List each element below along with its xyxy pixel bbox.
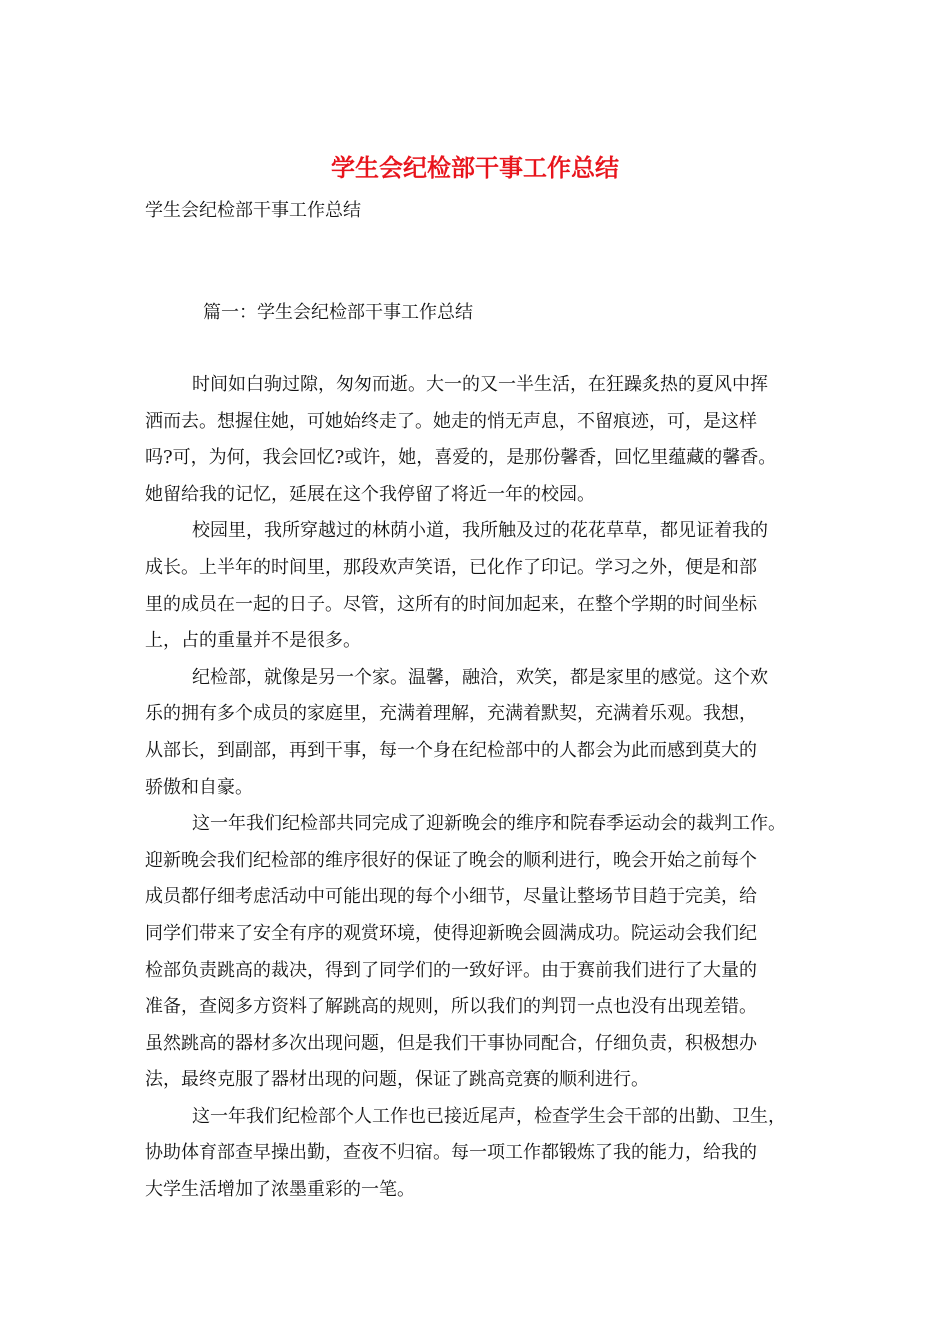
- paragraph-line: 同学们带来了安全有序的观赏环境，使得迎新晚会圆满成功。院运动会我们纪: [145, 922, 757, 944]
- paragraph-line: 成员都仔细考虑活动中可能出现的每个小细节，尽量让整场节目趋于完美，给: [145, 886, 757, 908]
- paragraph-line: 她留给我的记忆，延展在这个我停留了将近一年的校园。: [145, 483, 595, 505]
- paragraph-1: [145, 367, 835, 513]
- paragraph-line: 从部长，到副部，再到干事，每一个身在纪检部中的人都会为此而感到莫大的: [145, 739, 757, 761]
- document-title: 学生会纪检部干事工作总结: [331, 153, 619, 182]
- paragraph-line: 准备，查阅多方资料了解跳高的规则，所以我们的判罚一点也没有出现差错。: [145, 996, 757, 1018]
- paragraph-line: 这一年我们纪检部个人工作也已接近尾声，检查学生会干部的出勤、卫生，: [192, 1105, 786, 1127]
- paragraph-line: 里的成员在一起的日子。尽管，这所有的时间加起来，在整个学期的时间坐标: [145, 593, 757, 615]
- paragraph-line: 检部负责跳高的裁决，得到了同学们的一致好评。由于赛前我们进行了大量的: [145, 959, 757, 981]
- paragraph-line: 洒而去。想握住她，可她始终走了。她走的悄无声息，不留痕迹，可，是这样: [145, 410, 757, 432]
- paragraph-5: [145, 1099, 835, 1209]
- paragraph-line: 协助体育部查早操出勤，查夜不归宿。每一项工作都锻炼了我的能力，给我的: [145, 1142, 757, 1164]
- paragraph-line: 成长。上半年的时间里，那段欢声笑语，已化作了印记。学习之外，便是和部: [145, 556, 757, 578]
- paragraph-3: [145, 660, 835, 806]
- paragraph-line: 骄傲和自豪。: [145, 776, 253, 798]
- document-subtitle: 学生会纪检部干事工作总结: [145, 200, 361, 221]
- paragraph-4: [145, 806, 835, 1099]
- paragraph-line: 虽然跳高的器材多次出现问题，但是我们干事协同配合，仔细负责，积极想办: [145, 1032, 757, 1054]
- paragraph-line: 校园里，我所穿越过的林荫小道，我所触及过的花花草草，都见证着我的: [192, 520, 768, 542]
- body-text: [145, 367, 835, 1209]
- paragraph-line: 大学生活增加了浓墨重彩的一笔。: [145, 1179, 415, 1201]
- paragraph-line: 时间如白驹过隙，匆匆而逝。大一的又一半生活，在狂躁炙热的夏风中挥: [192, 374, 768, 395]
- section-heading: 篇一：学生会纪检部干事工作总结: [203, 302, 473, 323]
- paragraph-line: 这一年我们纪检部共同完成了迎新晚会的维序和院春季运动会的裁判工作。: [192, 813, 786, 835]
- paragraph-2: [145, 513, 835, 659]
- paragraph-line: 迎新晚会我们纪检部的维序很好的保证了晚会的顺利进行，晚会开始之前每个: [145, 849, 757, 871]
- paragraph-line: 吗?可，为何，我会回忆?或许，她，喜爱的，是那份馨香，回忆里蕴藏的馨香。: [145, 447, 777, 469]
- paragraph-line: 法，最终克服了器材出现的问题，保证了跳高竞赛的顺利进行。: [145, 1069, 649, 1091]
- paragraph-line: 上，占的重量并不是很多。: [145, 630, 361, 652]
- paragraph-line: 乐的拥有多个成员的家庭里，充满着理解，充满着默契，充满着乐观。我想，: [145, 703, 757, 725]
- paragraph-line: 纪检部，就像是另一个家。温馨，融洽，欢笑，都是家里的感觉。这个欢: [192, 666, 768, 688]
